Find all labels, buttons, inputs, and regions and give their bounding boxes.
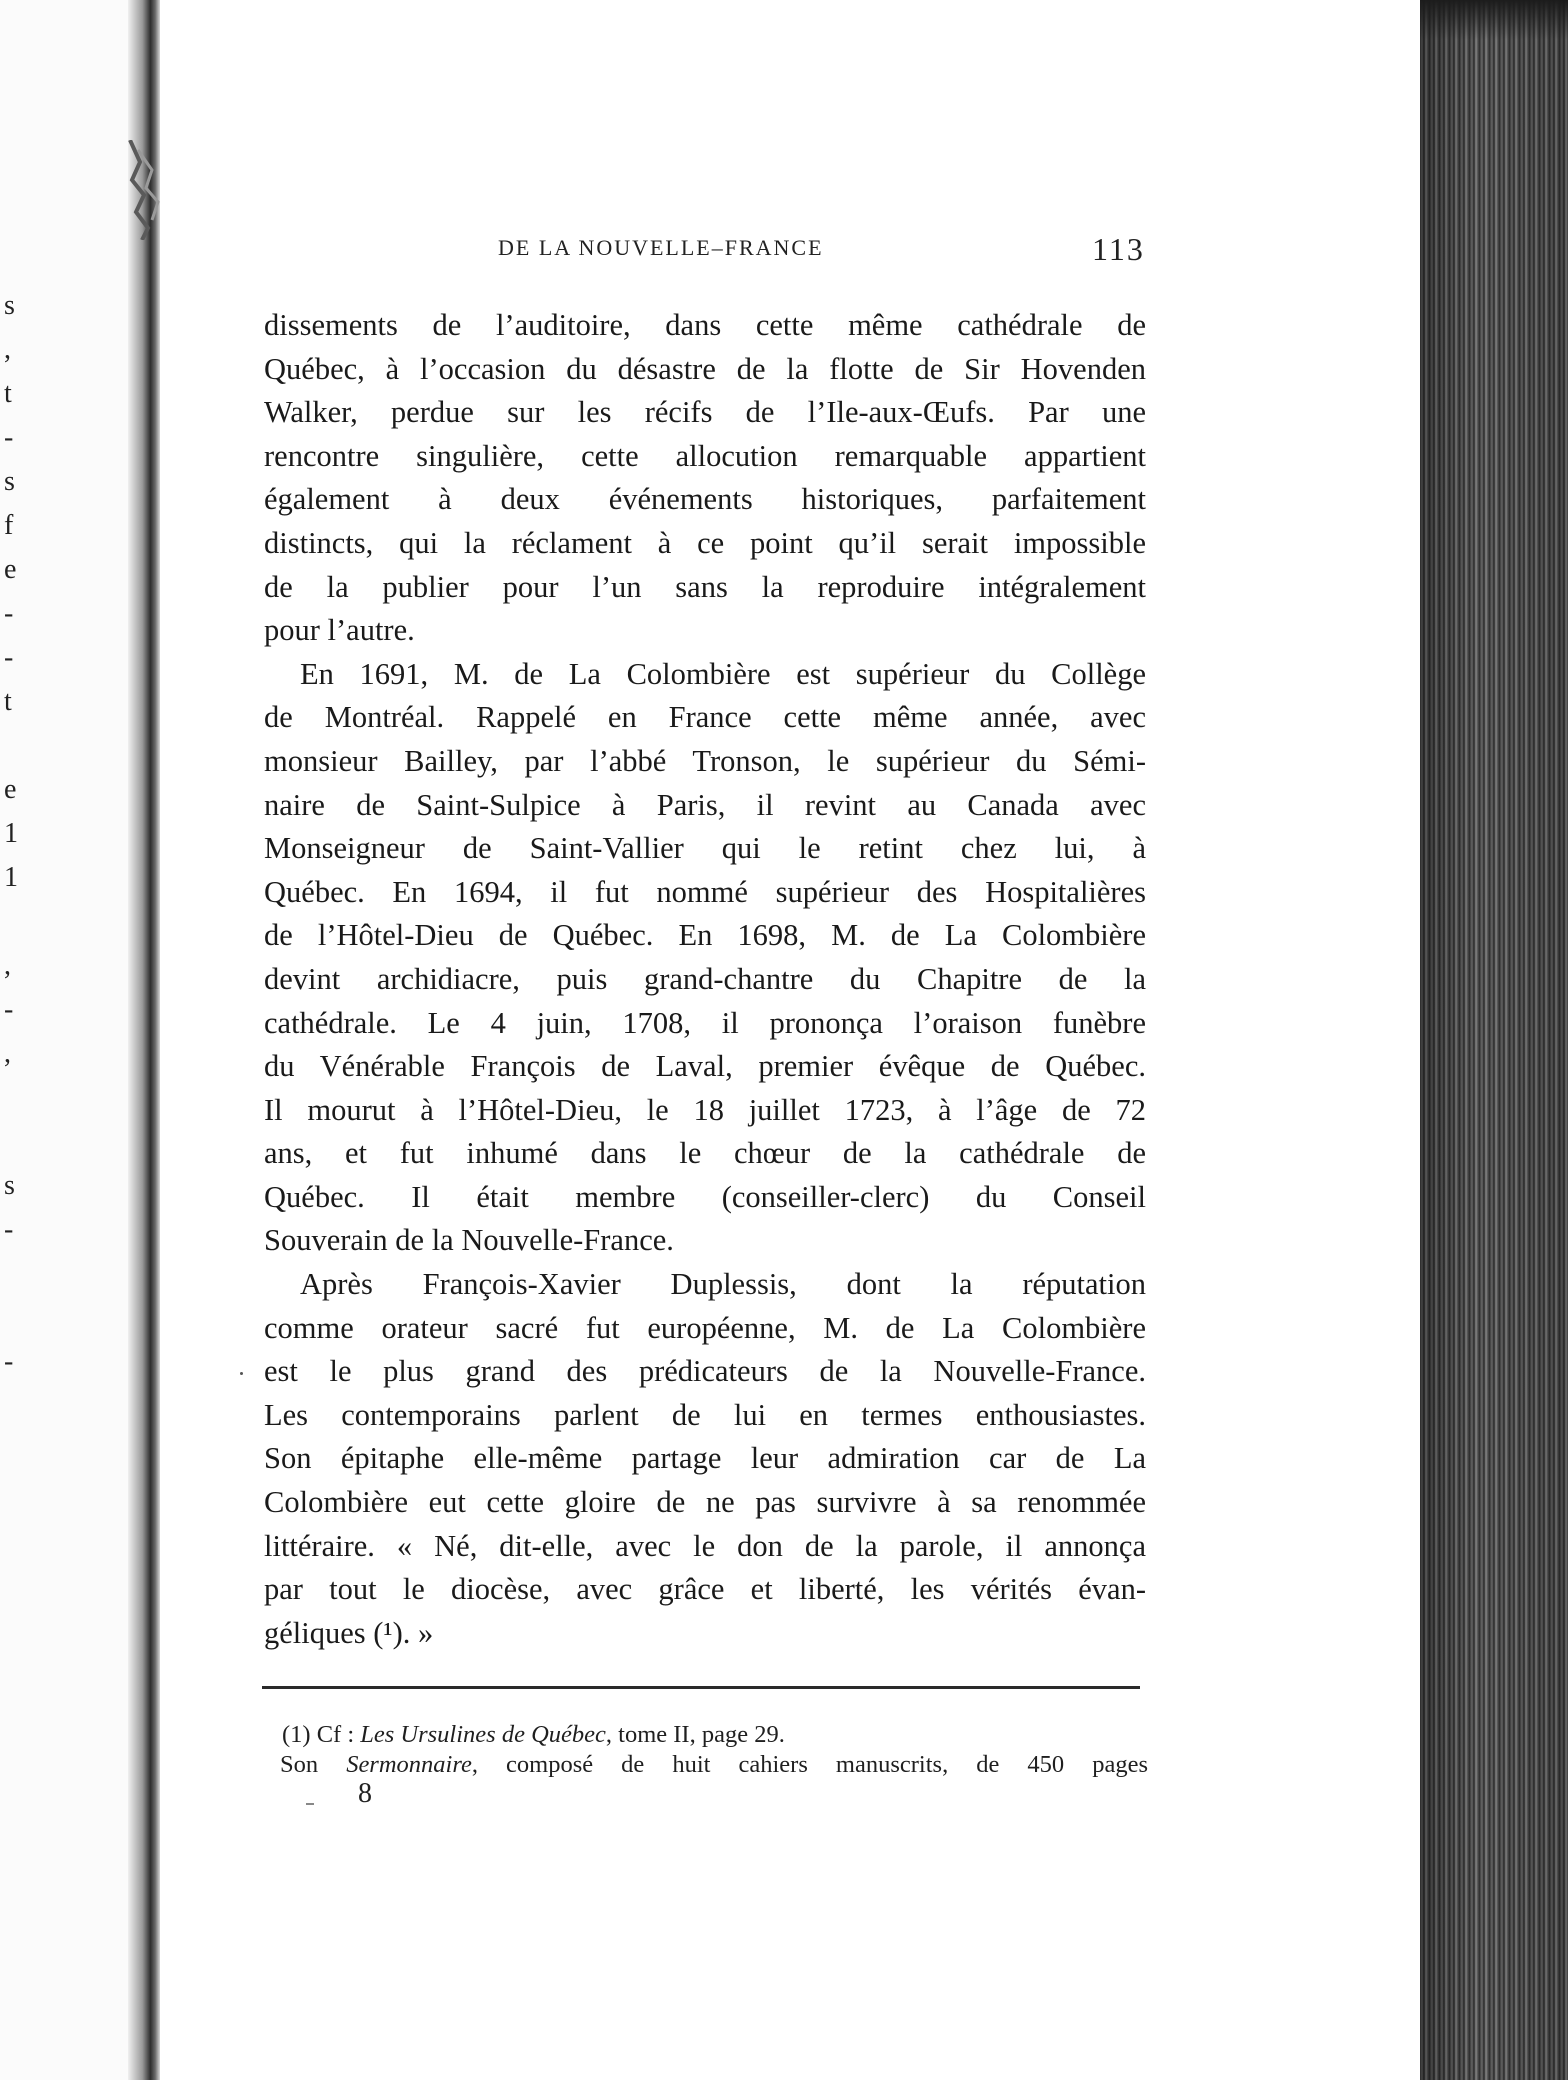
footnote-2-suffix: , composé de huit cahiers manuscrits, de 450 pages (471, 1751, 1148, 1778)
text-line: rencontre singulière, cette allocution remarquable appartient (264, 438, 1146, 473)
marginal-letter (4, 1252, 24, 1296)
marginal-letter (4, 1384, 24, 1428)
footnote-2 (280, 1750, 1148, 1780)
marginal-letter: e (4, 774, 17, 805)
footnotes (282, 1720, 1148, 1780)
text-line: ans, et fut inhumé dans le chœur de la cathédrale de (264, 1136, 1146, 1171)
text-line: dissements de l’auditoire, dans cette même cathédrale de (264, 308, 1146, 342)
paragraph (264, 1263, 1146, 1655)
marginal-letter (4, 1120, 24, 1164)
marginal-letter: 1 (4, 818, 18, 849)
text-line: Québec. En 1694, il fut nommé supérieur des Hospitalières (264, 874, 1146, 909)
marginal-letter: s (4, 466, 15, 497)
marginal-letter: - (4, 598, 14, 629)
marginal-letter: f (4, 510, 14, 541)
text-line: En 1691, M. de La Colombière est supérieur du Collège (300, 656, 1146, 691)
body-text (264, 304, 1146, 1655)
footnote-1-suffix: , tome II, page 29. (605, 1721, 785, 1748)
text-line: Son épitaphe elle-même partage leur admiration car de La (264, 1441, 1146, 1476)
text-line: cathédrale. Le 4 juin, 1708, il prononça l’oraison funèbre (264, 1005, 1146, 1040)
footnote-2-title: Sermonnaire (346, 1751, 472, 1778)
marginal-letter: e (4, 554, 17, 585)
marginal-letter: t (4, 686, 12, 717)
text-line: Québec, à l’occasion du désastre de la flotte de Sir Hovenden (264, 351, 1146, 386)
footnote-1 (282, 1720, 1148, 1750)
text-line: de l’Hôtel-Dieu de Québec. En 1698, M. de La Colombière (264, 918, 1146, 953)
footnote-2-prefix: Son (280, 1751, 347, 1778)
gutter-shadow (128, 0, 160, 2080)
page-block-shade (1420, 0, 1568, 2080)
text-line: par tout le diocèse, avec grâce et liberté, les vérités évan- (264, 1572, 1146, 1607)
page-block-top-shadow (1420, 0, 1568, 40)
footnote-1-prefix: (1) Cf : (282, 1721, 361, 1748)
footnote-rule (262, 1686, 1140, 1689)
marginal-letter: - (4, 422, 14, 453)
marginal-letter: - (4, 994, 14, 1025)
footnote-1-title: Les Ursulines de Québec (360, 1721, 606, 1748)
text-line: naire de Saint-Sulpice à Paris, il revint au Canada avec (264, 787, 1146, 822)
marginal-letter: - (4, 1214, 14, 1245)
text-line: Colombière eut cette gloire de ne pas survivre à sa renommée (264, 1485, 1146, 1520)
signature-dash (306, 1803, 314, 1805)
text-line: de la publier pour l’un sans la reproduire intégralement (264, 569, 1146, 604)
left-page-marginal-letters (4, 284, 24, 1428)
text-line: également à deux événements historiques, parfaitement (264, 482, 1146, 517)
text-line: géliques (¹). » (264, 1615, 434, 1650)
paragraph (264, 304, 1146, 653)
marginal-letter (4, 1076, 24, 1120)
text-line: Il mourut à l’Hôtel-Dieu, le 18 juillet 1723, à l’âge de 72 (264, 1092, 1146, 1127)
text-line: Monseigneur de Saint-Vallier qui le retint chez lui, à (264, 831, 1146, 866)
text-line: Après François-Xavier Duplessis, dont la réputation (300, 1267, 1146, 1302)
marginal-letter: 1 (4, 862, 18, 893)
text-line: Souverain de la Nouvelle-France. (264, 1223, 674, 1258)
text-line: monsieur Bailley, par l’abbé Tronson, le supérieur du Sémi- (264, 743, 1146, 778)
ink-speck (240, 1372, 243, 1375)
marginal-letter: - (4, 1346, 14, 1377)
marginal-letter: s (4, 1170, 15, 1201)
text-line: comme orateur sacré fut européenne, M. de La Colombière (264, 1310, 1146, 1345)
marginal-letter: t (4, 378, 12, 409)
page-number: 113 (1092, 231, 1145, 267)
marginal-letter (4, 900, 24, 944)
signature-mark: 8 (358, 1778, 372, 1809)
text-line: Québec. Il était membre (conseiller-clerc) du Conseil (264, 1179, 1146, 1214)
marginal-letter: s (4, 290, 15, 321)
marginal-letter (4, 1296, 24, 1340)
running-head: DE LA NOUVELLE–FRANCE (498, 235, 824, 260)
text-line: du Vénérable François de Laval, premier évêque de Québec. (264, 1049, 1146, 1084)
text-line: littéraire. « Né, dit-elle, avec le don de la parole, il annonça (264, 1528, 1146, 1563)
marginal-letter: , (4, 1038, 11, 1069)
text-line: est le plus grand des prédicateurs de la Nouvelle-France. (264, 1354, 1146, 1389)
marginal-letter (4, 724, 24, 768)
text-line: distincts, qui la réclament à ce point qu’il serait impossible (264, 525, 1146, 560)
marginal-letter: , (4, 950, 11, 981)
text-line: pour l’autre. (264, 613, 415, 648)
text-line: Walker, perdue sur les récifs de l’Ile-aux-Œufs. Par une (264, 395, 1146, 430)
marginal-letter: - (4, 642, 14, 673)
paragraph (264, 653, 1146, 1263)
text-line: Les contemporains parlent de lui en termes enthousiastes. (264, 1397, 1146, 1432)
text-line: devint archidiacre, puis grand-chantre du Chapitre de la (264, 961, 1146, 996)
text-line: de Montréal. Rappelé en France cette même année, avec (264, 700, 1146, 735)
marginal-letter: , (4, 334, 11, 365)
